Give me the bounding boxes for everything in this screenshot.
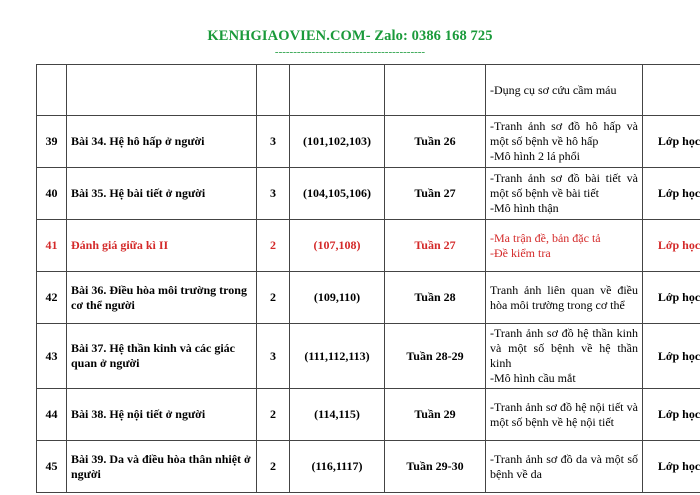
- week-label: [385, 65, 486, 116]
- equipment-item: Tranh ảnh liên quan về điều hòa môi trường trong cơ thể: [490, 282, 638, 312]
- week-label: Tuần 29: [385, 389, 486, 441]
- period-numbers: (104,105,106): [290, 168, 385, 220]
- equipment-item: -Tranh ảnh sơ đồ hệ thần kinh và một số bệnh về hệ thần kinh: [490, 326, 638, 370]
- row-number: 39: [37, 116, 67, 168]
- teaching-place: [643, 65, 700, 116]
- lesson-title: [67, 65, 257, 116]
- table-row: [37, 441, 700, 493]
- row-number: [37, 65, 67, 116]
- period-numbers: (111,112,113): [290, 324, 385, 389]
- lesson-hours: 2: [257, 220, 290, 272]
- teaching-place: Lớp học: [643, 441, 700, 493]
- equipment-cell: [486, 168, 643, 220]
- header-divider: -----------------------------------------: [274, 46, 426, 58]
- equipment-cell: [486, 220, 643, 272]
- equipment-item: -Tranh ảnh sơ đồ hệ nội tiết và một số bệnh về hệ nội tiết: [490, 399, 638, 429]
- lesson-hours: 2: [257, 272, 290, 324]
- equipment-item: -Mô hình 2 lá phổi: [490, 149, 580, 163]
- page-header-title: KENHGIAOVIEN.COM- Zalo: 0386 168 725: [207, 28, 493, 44]
- period-numbers: (116,1117): [290, 441, 385, 493]
- teaching-place: Lớp học: [643, 220, 700, 272]
- lesson-title: Bài 38. Hệ nội tiết ở người: [67, 389, 257, 441]
- table-row: [37, 65, 700, 116]
- teaching-place: Lớp học: [643, 116, 700, 168]
- lesson-title: Bài 36. Điều hòa môi trường trong cơ thể người: [67, 272, 257, 324]
- teaching-place: Lớp học: [643, 324, 700, 389]
- row-number: 40: [37, 168, 67, 220]
- lesson-title: Bài 34. Hệ hô hấp ở người: [67, 116, 257, 168]
- table-row: [37, 168, 700, 220]
- lesson-plan-table: [36, 64, 700, 493]
- period-numbers: (109,110): [290, 272, 385, 324]
- equipment-item: -Mô hình cầu mắt: [490, 371, 576, 385]
- table-row: [37, 116, 700, 168]
- week-label: Tuần 27: [385, 168, 486, 220]
- lesson-hours: 3: [257, 168, 290, 220]
- lesson-title: Bài 37. Hệ thần kinh và các giác quan ở người: [67, 324, 257, 389]
- week-label: Tuần 26: [385, 116, 486, 168]
- equipment-item: -Tranh ảnh sơ đồ da và một số bệnh về da: [490, 451, 638, 481]
- teaching-place: Lớp học: [643, 389, 700, 441]
- equipment-item: -Mô hình thận: [490, 201, 559, 215]
- table-row: [37, 220, 700, 272]
- equipment-cell: [486, 272, 643, 324]
- lesson-title: Đánh giá giữa kì II: [67, 220, 257, 272]
- row-number: 41: [37, 220, 67, 272]
- table-row: [37, 272, 700, 324]
- row-number: 43: [37, 324, 67, 389]
- equipment-cell: [486, 441, 643, 493]
- equipment-cell: [486, 65, 643, 116]
- week-label: Tuần 28-29: [385, 324, 486, 389]
- row-number: 42: [37, 272, 67, 324]
- teaching-place: Lớp học: [643, 272, 700, 324]
- lesson-hours: 2: [257, 389, 290, 441]
- lesson-hours: 3: [257, 324, 290, 389]
- equipment-item: -Tranh ảnh sơ đồ bài tiết và một số bệnh về bài tiết: [490, 171, 638, 200]
- week-label: Tuần 28: [385, 272, 486, 324]
- period-numbers: (101,102,103): [290, 116, 385, 168]
- teaching-place: Lớp học: [643, 168, 700, 220]
- lesson-hours: 3: [257, 116, 290, 168]
- equipment-cell: [486, 389, 643, 441]
- period-numbers: [290, 65, 385, 116]
- lesson-title: Bài 35. Hệ bài tiết ở người: [67, 168, 257, 220]
- period-numbers: (114,115): [290, 389, 385, 441]
- row-number: 44: [37, 389, 67, 441]
- equipment-cell: [486, 324, 643, 389]
- lesson-hours: [257, 65, 290, 116]
- equipment-item: -Ma trận đề, bản đặc tả: [490, 230, 601, 245]
- week-label: Tuần 29-30: [385, 441, 486, 493]
- period-numbers: (107,108): [290, 220, 385, 272]
- week-label: Tuần 27: [385, 220, 486, 272]
- equipment-item: -Tranh ảnh sơ đồ hô hấp và một số bệnh về hô hấp: [490, 119, 638, 148]
- table-row: [37, 389, 700, 441]
- table-row: [37, 324, 700, 389]
- lesson-hours: 2: [257, 441, 290, 493]
- row-number: 45: [37, 441, 67, 493]
- equipment-cell: [486, 116, 643, 168]
- equipment-item: -Đề kiểm tra: [490, 245, 551, 260]
- lesson-title: Bài 39. Da và điều hòa thân nhiệt ở người: [67, 441, 257, 493]
- equipment-item: -Dụng cụ sơ cứu cầm máu: [490, 82, 617, 97]
